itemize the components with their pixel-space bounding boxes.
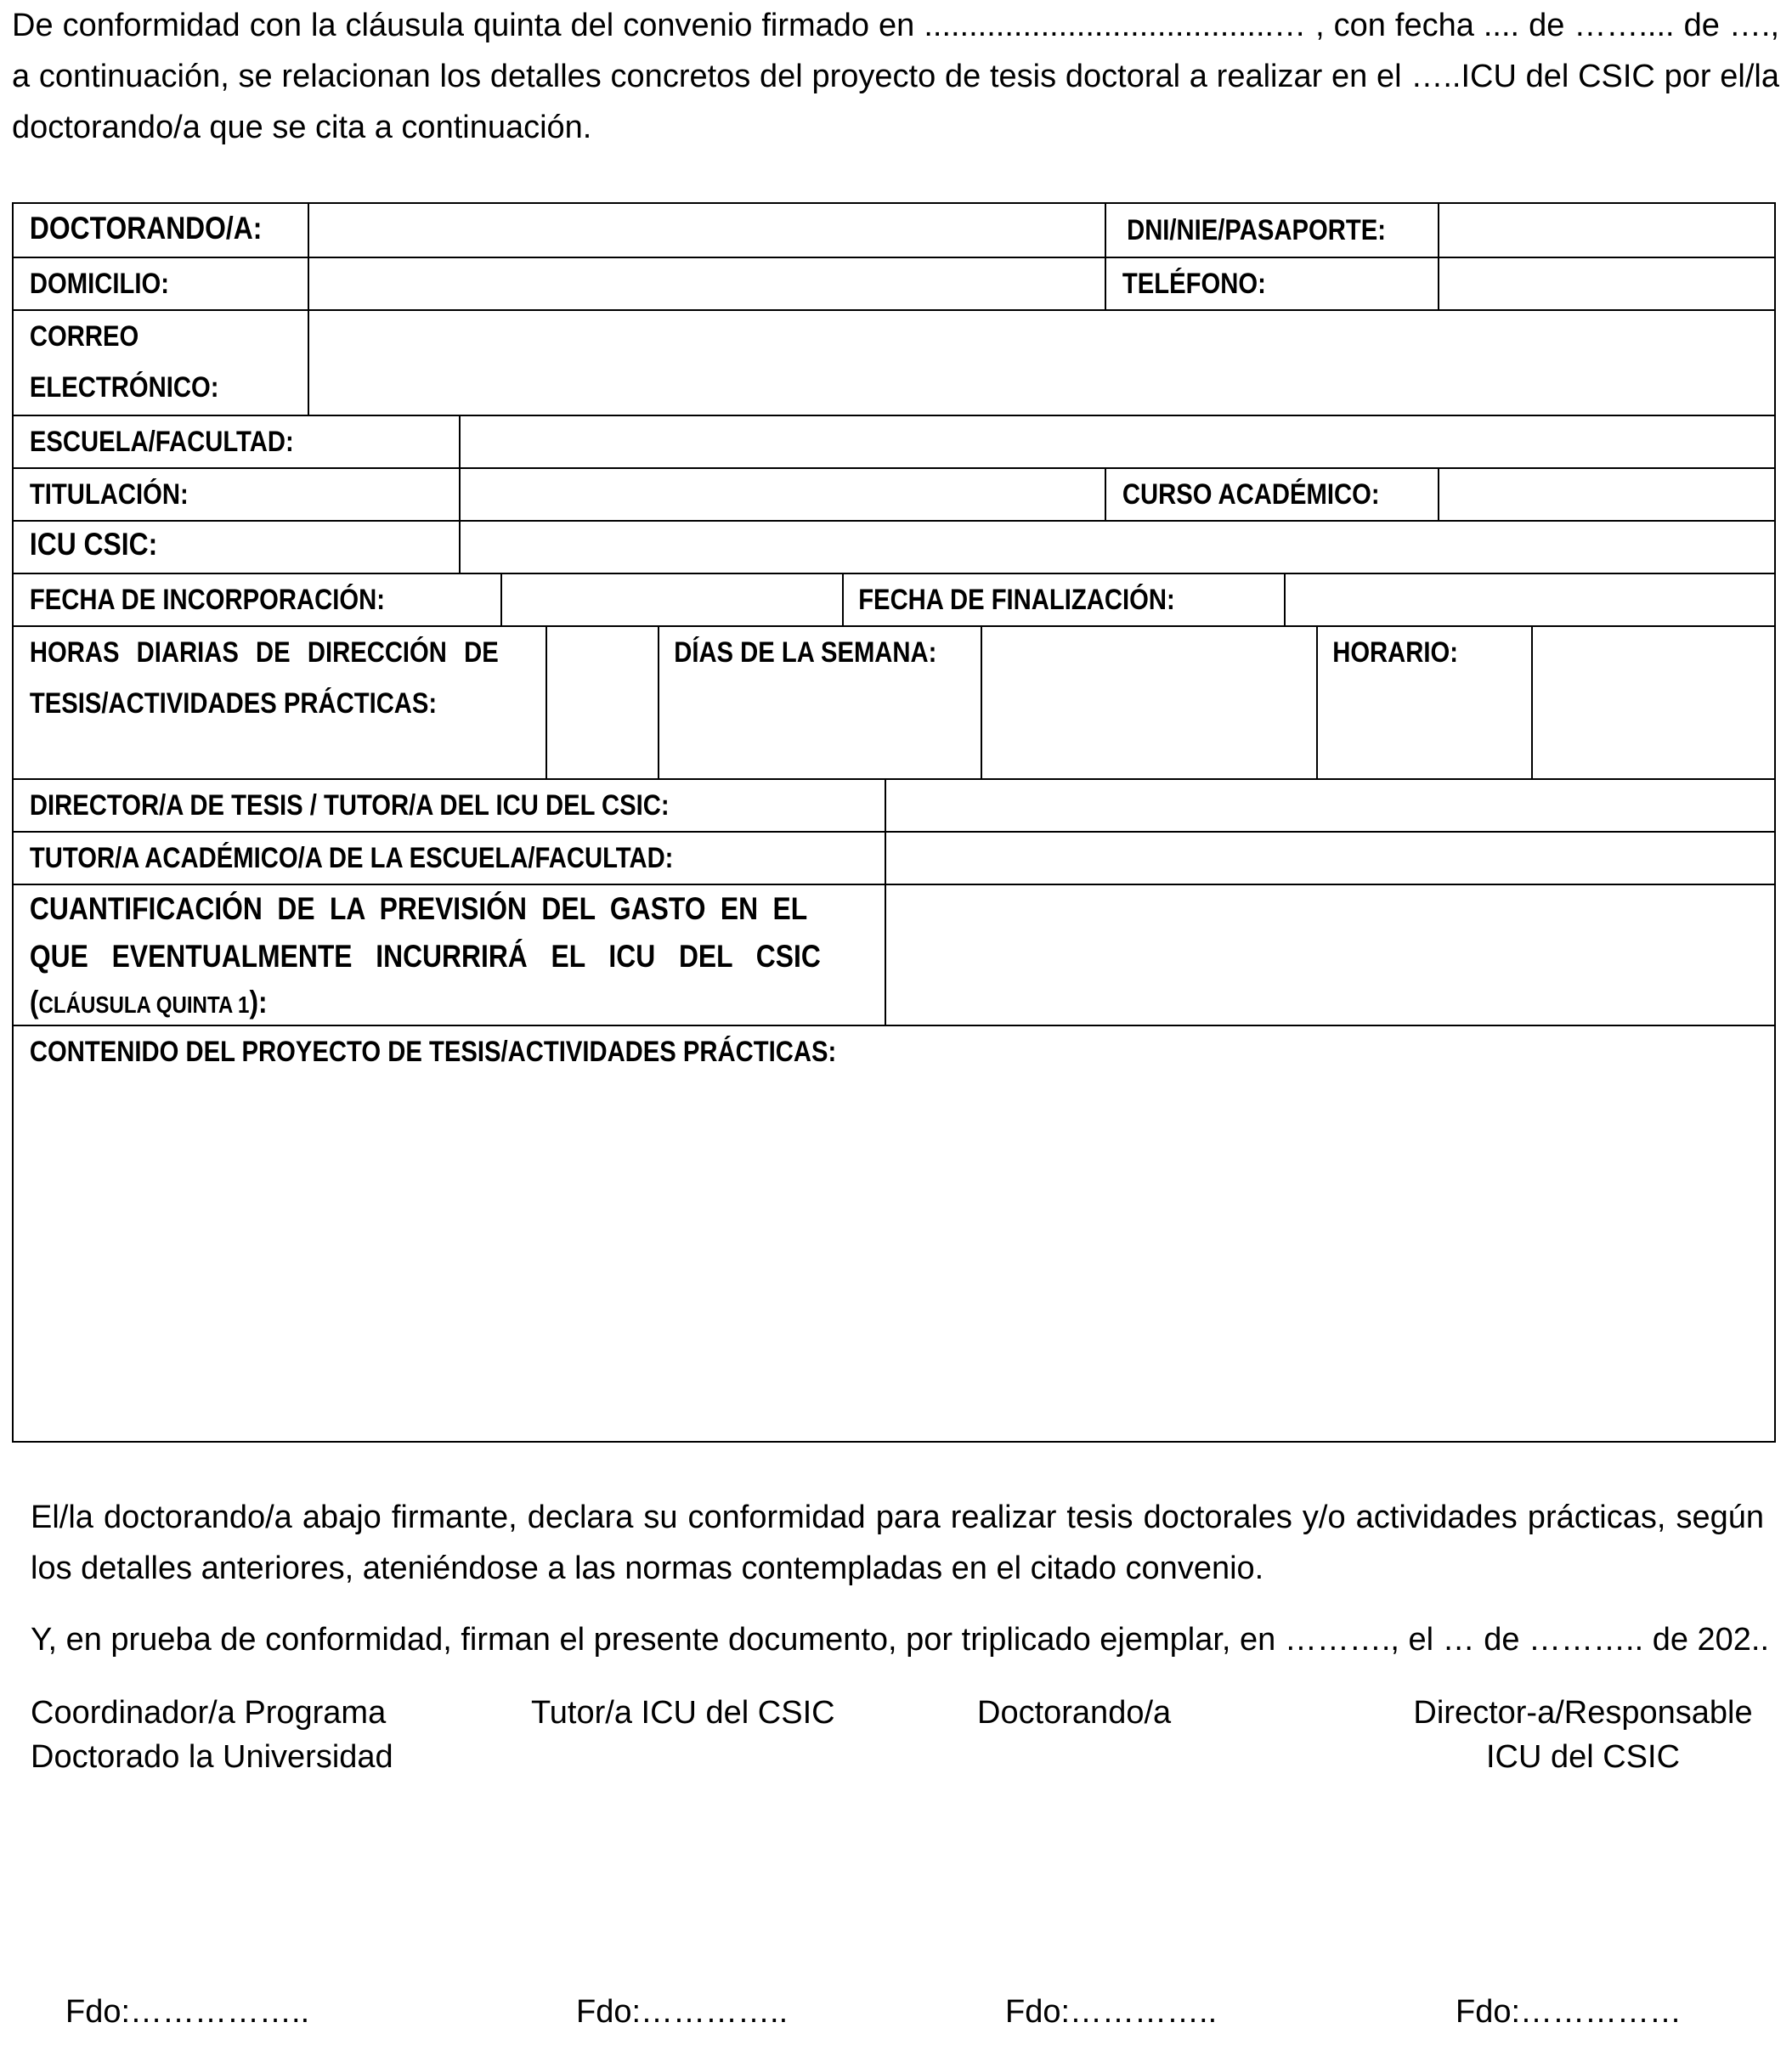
curso-label-cell — [1105, 469, 1438, 520]
icu-label-cell — [14, 522, 459, 573]
escuela-label: ESCUELA/FACULTAD: — [29, 426, 294, 458]
fecha-fin-label-cell — [842, 574, 1284, 625]
dni-field[interactable] — [1438, 204, 1776, 257]
fdo-doctorando: Fdo:………….. — [1005, 1994, 1218, 2030]
row-tutor-academico — [14, 831, 1774, 884]
intro-paragraph: De conformidad con la cláusula quinta del convenio firmado en .......................................… , con fecha .... de …….... de …., a continuación, se relacionan los detalles concretos del proyecto de tesis doctoral a realizar en el …..ICU del CSIC por el/la doctorando/a que se cita a continuación. — [12, 8, 1779, 145]
director-field[interactable] — [885, 780, 1776, 831]
dias-label: DÍAS DE LA SEMANA: — [674, 636, 937, 669]
horas-field[interactable] — [546, 627, 658, 778]
gasto-label-line3 — [14, 980, 763, 1027]
horas-label-line2: TESIS/ACTIVIDADES PRÁCTICAS: — [29, 687, 438, 720]
dni-label: DNI/NIE/PASAPORTE: — [1127, 214, 1386, 246]
gasto-label-line2: QUE EVENTUALMENTE INCURRIRÁ EL ICU DEL CSIC — [29, 939, 821, 974]
row-domicilio — [14, 257, 1774, 309]
project-details-form — [12, 202, 1776, 1443]
horas-label-line1: HORAS DIARIAS DE DIRECCIÓN DE — [29, 636, 499, 669]
contenido-cell[interactable] — [14, 1026, 1776, 1441]
horario-label-cell — [1316, 627, 1531, 778]
fecha-inc-field[interactable] — [500, 574, 842, 625]
telefono-label: TELÉFONO: — [1122, 268, 1266, 300]
fecha-fin-label: FECHA DE FINALIZACIÓN: — [858, 584, 1175, 616]
tutor-academico-label: TUTOR/A ACADÉMICO/A DE LA ESCUELA/FACULTAD: — [29, 842, 674, 874]
curso-field[interactable] — [1438, 469, 1776, 520]
fecha-fin-field[interactable] — [1284, 574, 1776, 625]
row-titulacion — [14, 467, 1774, 520]
coordinador-line1: Coordinador/a Programa — [31, 1695, 387, 1731]
telefono-label-cell — [1105, 258, 1438, 309]
escuela-label-cell — [14, 416, 459, 467]
director-label: DIRECTOR/A DE TESIS / TUTOR/A DEL ICU DEL CSIC: — [29, 789, 670, 822]
doctorando-field[interactable] — [308, 204, 1105, 257]
doctorando-label: DOCTORANDO/A: — [29, 211, 263, 246]
correo-label-cell — [14, 311, 308, 415]
horario-field[interactable] — [1531, 627, 1776, 778]
fdo-coordinador: Fdo:…………….. — [65, 1994, 310, 2030]
signatory-director — [1410, 1691, 1755, 1779]
signatory-coordinador — [31, 1691, 393, 1779]
row-fechas — [14, 573, 1774, 625]
row-gasto — [14, 884, 1774, 1025]
dni-label-cell — [1105, 204, 1438, 257]
titulacion-label: TITULACIÓN: — [29, 478, 189, 511]
row-director — [14, 778, 1774, 831]
domicilio-label-cell — [14, 258, 308, 309]
gasto-clausula: CLÁUSULA QUINTA 1 — [38, 991, 250, 1018]
gasto-paren-open: ( — [29, 985, 39, 1020]
horario-label: HORARIO: — [1332, 636, 1459, 669]
dias-label-cell — [658, 627, 981, 778]
correo-label-line1: CORREO — [29, 320, 139, 353]
curso-label: CURSO ACADÉMICO: — [1122, 478, 1380, 511]
dias-field[interactable] — [981, 627, 1316, 778]
row-correo — [14, 309, 1774, 415]
tutor-academico-label-cell — [14, 833, 885, 884]
telefono-field[interactable] — [1438, 258, 1776, 309]
coordinador-line2: Doctorado la Universidad — [31, 1739, 393, 1775]
row-escuela — [14, 415, 1774, 467]
row-contenido — [14, 1025, 1774, 1441]
row-horas — [14, 625, 1774, 778]
contenido-label: CONTENIDO DEL PROYECTO DE TESIS/ACTIVIDADES PRÁCTICAS: — [29, 1036, 837, 1068]
correo-field[interactable] — [308, 311, 1776, 415]
horas-label-cell — [14, 627, 546, 778]
icu-field[interactable] — [459, 522, 1776, 573]
fdo-director: Fdo:…………… — [1456, 1994, 1682, 2030]
tutor-academico-field[interactable] — [885, 833, 1776, 884]
correo-label-line2: ELECTRÓNICO: — [29, 371, 219, 404]
signatory-doctorando: Doctorando/a — [977, 1695, 1172, 1731]
director-label-cell — [14, 780, 885, 831]
declaration-paragraph: El/la doctorando/a abajo firmante, declara su conformidad para realizar tesis doctorales y/o actividades prácticas, según los detalles anteriores, ateniéndose a las normas contempladas en el citado convenio. — [31, 1500, 1764, 1586]
domicilio-label: DOMICILIO: — [29, 268, 169, 300]
director-sig-line1: Director-a/Responsable — [1413, 1695, 1753, 1731]
gasto-label-line1: CUANTIFICACIÓN DE LA PREVISIÓN DEL GASTO EN EL — [29, 891, 808, 926]
fecha-inc-label-cell — [14, 574, 500, 625]
fecha-inc-label: FECHA DE INCORPORACIÓN: — [29, 584, 385, 616]
fdo-tutor: Fdo:………….. — [576, 1994, 789, 2030]
gasto-label-cell — [14, 885, 885, 1025]
domicilio-field[interactable] — [308, 258, 1105, 309]
icu-label: ICU CSIC: — [29, 527, 158, 562]
row-doctorando — [14, 204, 1774, 257]
proof-paragraph: Y, en prueba de conformidad, firman el presente documento, por triplicado ejemplar, en ………., el … de ……….. de 202.. — [31, 1622, 1770, 1658]
signatory-tutor: Tutor/a ICU del CSIC — [531, 1695, 835, 1731]
escuela-field[interactable] — [459, 416, 1776, 467]
doctorando-label-cell — [14, 204, 308, 257]
titulacion-label-cell — [14, 469, 459, 520]
gasto-field[interactable] — [885, 885, 1776, 1025]
director-sig-line2: ICU del CSIC — [1485, 1739, 1681, 1775]
titulacion-field[interactable] — [459, 469, 1105, 520]
gasto-paren-close: ): — [249, 985, 268, 1020]
row-icu — [14, 520, 1774, 573]
